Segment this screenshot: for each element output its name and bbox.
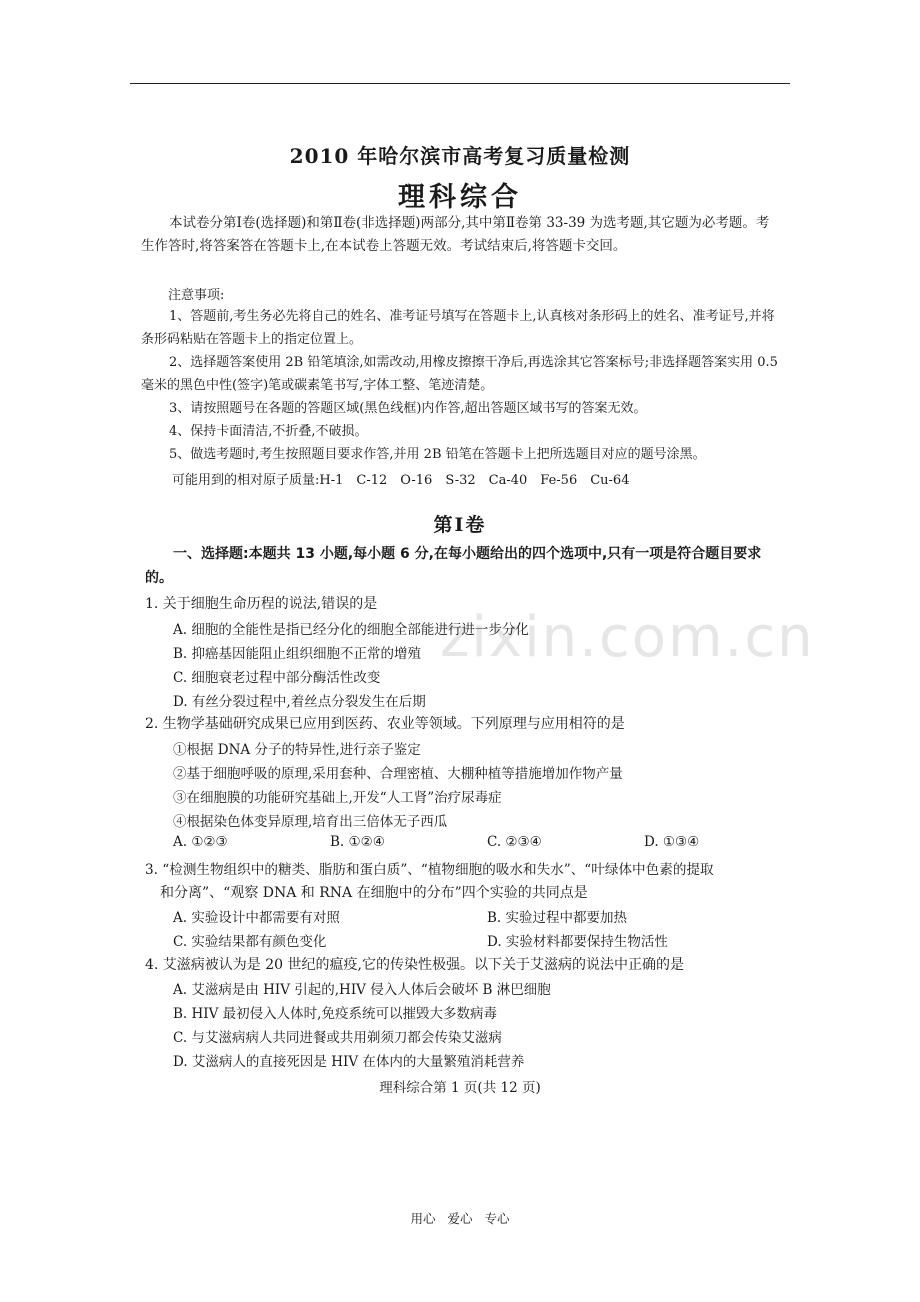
q3-option-a: A. 实验设计中都需要有对照: [173, 910, 340, 926]
atomic-masses: 可能用到的相对原子质量:H-1 C-12 O-16 S-32 Ca-40 Fe-56 Cu-64: [172, 473, 630, 488]
exam-title: 2010 年哈尔滨市高考复习质量检测: [289, 144, 631, 168]
q2-statement-3: ③在细胞膜的功能研究基础上,开发“人工肾”治疗尿毒症: [173, 790, 502, 806]
exam-subtitle: 理科综合: [398, 182, 522, 213]
q2-option-d: D. ①③④: [644, 834, 700, 850]
q2-option-a: A. ①②③: [173, 834, 228, 850]
q3-option-c: C. 实验结果都有颜色变化: [173, 934, 327, 950]
header-rule: [130, 83, 790, 84]
note-item: 1、答题前,考生务必先将自己的姓名、准考证号填写在答题卡上,认真核对条形码上的姓名、准考证号,并将条形码粘贴在答题卡上的指定位置上。: [141, 309, 775, 347]
exam-intro: 本试卷分第Ⅰ卷(选择题)和第Ⅱ卷(非选择题)两部分,其中第Ⅱ卷第 33-39 为选考题,其它题为必考题。考生作答时,将答案答在答题卡上,在本试卷上答题无效。考试结束后,将答题卡交回。: [141, 215, 770, 254]
q1-option-b: B. 抑癌基因能阻止组织细胞不正常的增殖: [173, 646, 422, 662]
mc-instructions: [145, 542, 785, 590]
q3-stem-line1: 3. “检测生物组织中的糖类、脂肪和蛋白质”、“植物细胞的吸水和失水”、“叶绿体中色素的提取: [145, 862, 714, 878]
q2-stem: 2. 生物学基础研究成果已应用到医药、农业等领域。下列原理与应用相符的是: [145, 716, 625, 732]
q2-option-b: B. ①②④: [330, 834, 385, 850]
q2-option-c: C. ②③④: [487, 834, 542, 850]
q1-option-d: D. 有丝分裂过程中,着丝点分裂发生在后期: [173, 694, 426, 710]
bottom-slogan: 用心 爱心 专心: [410, 1211, 510, 1226]
q3-stem-line2: 和分离”、“观察 DNA 和 RNA 在细胞中的分布”四个实验的共同点是: [160, 885, 588, 901]
watermark: zixin.com.cn: [440, 605, 815, 670]
q3-option-b: B. 实验过程中都要加热: [487, 910, 628, 926]
notes-heading: 注意事项:: [168, 288, 225, 303]
q4-option-b: B. HIV 最初侵入人体时,免疫系统可以摧毁大多数病毒: [173, 1006, 497, 1022]
q1-option-c: C. 细胞衰老过程中部分酶活性改变: [173, 670, 381, 686]
q1-stem: 1. 关于细胞生命历程的说法,错误的是: [145, 596, 378, 612]
note-item: 2、选择题答案使用 2B 铅笔填涂,如需改动,用橡皮擦擦干净后,再选涂其它答案标号;非选择题答案实用 0.5 毫米的黑色中性(签字)笔或碳素笔书写,字体工整、笔迹清楚。: [141, 355, 778, 393]
q4-stem: 4. 艾滋病被认为是 20 世纪的瘟疫,它的传染性极强。以下关于艾滋病的说法中正确的是: [145, 957, 684, 973]
q1-option-a: A. 细胞的全能性是指已经分化的细胞全部能进行进一步分化: [173, 622, 529, 638]
q2-statement-1: ①根据 DNA 分子的特异性,进行亲子鉴定: [173, 742, 421, 758]
q3-option-d: D. 实验材料都要保持生物活性: [487, 934, 668, 950]
notes-list: [141, 305, 781, 466]
mc-instructions-text: 一、选择题:本题共 13 小题,每小题 6 分,在每小题给出的四个选项中,只有一项是符合题目要求的。: [145, 546, 762, 586]
section-title: 第Ⅰ卷: [433, 514, 487, 536]
q4-option-d: D. 艾滋病人的直接死因是 HIV 在体内的大量繁殖消耗营养: [173, 1054, 525, 1070]
note-item: 5、做选考题时,考生按照题目要求作答,并用 2B 铅笔在答题卡上把所选题目对应的题号涂黑。: [169, 447, 706, 462]
q2-statement-2: ②基于细胞呼吸的原理,采用套种、合理密植、大棚种植等措施增加作物产量: [173, 766, 623, 782]
q2-statement-4: ④根据染色体变异原理,培育出三倍体无子西瓜: [173, 814, 448, 830]
note-item: 3、请按照题号在各题的答题区域(黑色线框)内作答,超出答题区域书写的答案无效。: [169, 401, 647, 416]
q4-option-a: A. 艾滋病是由 HIV 引起的,HIV 侵入人体后会破坏 B 淋巴细胞: [173, 982, 551, 998]
page-footer: 理科综合第 1 页(共 12 页): [379, 1080, 541, 1096]
q4-option-c: C. 与艾滋病病人共同进餐或共用剃须刀都会传染艾滋病: [173, 1030, 502, 1046]
note-item: 4、保持卡面清洁,不折叠,不破损。: [169, 424, 368, 439]
